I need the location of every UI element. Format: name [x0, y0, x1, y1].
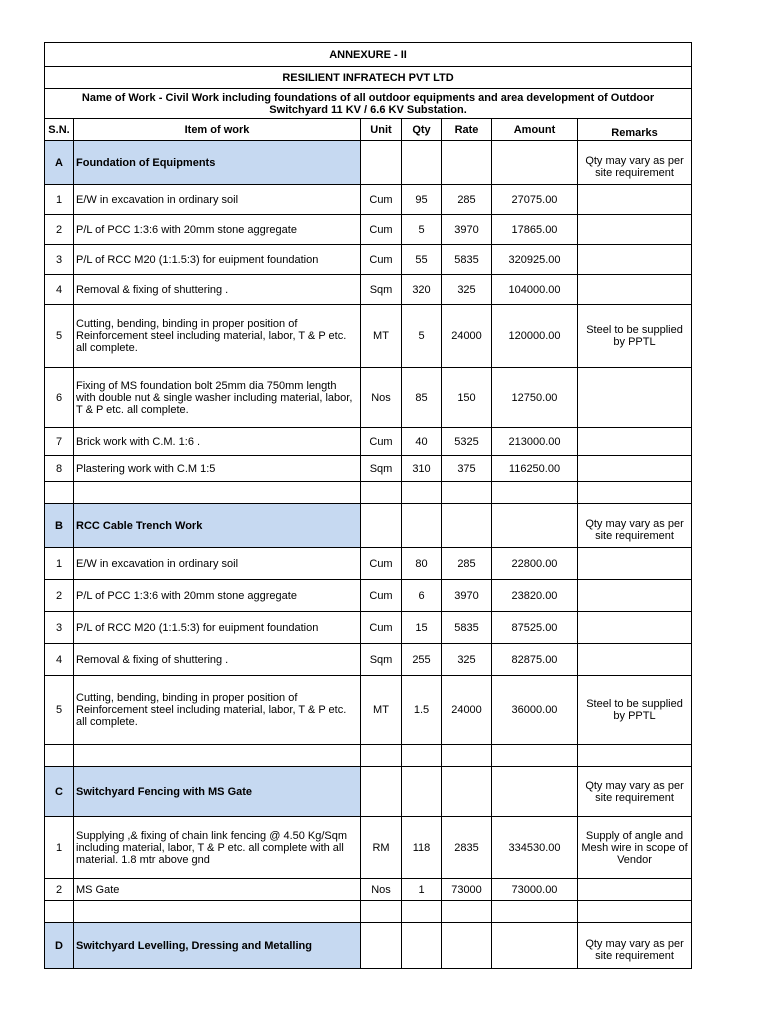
item-qty: 95 — [402, 185, 442, 215]
section-title: RCC Cable Trench Work — [74, 504, 361, 548]
item-rate: 285 — [442, 185, 492, 215]
empty-cell — [361, 767, 402, 817]
spacer-row — [45, 901, 692, 923]
table-row — [45, 245, 692, 275]
item-amount: 22800.00 — [492, 548, 578, 580]
item-description: Plastering work with C.M 1:5 — [74, 456, 361, 482]
empty-cell — [402, 901, 442, 923]
empty-cell — [361, 504, 402, 548]
empty-cell — [74, 901, 361, 923]
empty-cell — [442, 901, 492, 923]
item-unit: Cum — [361, 612, 402, 644]
item-unit: Nos — [361, 879, 402, 901]
empty-cell — [45, 901, 74, 923]
item-unit: Sqm — [361, 275, 402, 305]
table-row — [45, 879, 692, 901]
name-of-work-row — [45, 89, 692, 119]
item-qty: 5 — [402, 215, 442, 245]
empty-cell — [578, 901, 692, 923]
item-sn: 2 — [45, 879, 74, 901]
item-sn: 1 — [45, 817, 74, 879]
empty-cell — [578, 745, 692, 767]
item-description: E/W in excavation in ordinary soil — [74, 548, 361, 580]
item-rate: 2835 — [442, 817, 492, 879]
item-amount: 73000.00 — [492, 879, 578, 901]
empty-cell — [361, 901, 402, 923]
item-description: P/L of PCC 1:3:6 with 20mm stone aggregate — [74, 580, 361, 612]
item-remarks — [578, 644, 692, 676]
item-remarks — [578, 612, 692, 644]
item-description: Supplying ,& fixing of chain link fencing @ 4.50 Kg/Sqm including material, labor, T & P etc. all complete with all material. 1.8 mtr above gnd — [74, 817, 361, 879]
section-remark: Qty may vary as per site requirement — [578, 767, 692, 817]
item-unit: MT — [361, 676, 402, 745]
table-row — [45, 456, 692, 482]
empty-cell — [492, 504, 578, 548]
empty-cell — [402, 767, 442, 817]
empty-cell — [402, 482, 442, 504]
empty-cell — [45, 745, 74, 767]
item-amount: 23820.00 — [492, 580, 578, 612]
empty-cell — [442, 482, 492, 504]
item-rate: 5835 — [442, 245, 492, 275]
item-qty: 85 — [402, 368, 442, 428]
section-header-row — [45, 141, 692, 185]
item-unit: Cum — [361, 548, 402, 580]
item-description: Fixing of MS foundation bolt 25mm dia 750mm length with double nut & single washer including material, labor, T & P etc. all complete. — [74, 368, 361, 428]
section-remark: Qty may vary as per site requirement — [578, 504, 692, 548]
item-sn: 4 — [45, 275, 74, 305]
item-qty: 40 — [402, 428, 442, 456]
table-row — [45, 215, 692, 245]
item-amount: 17865.00 — [492, 215, 578, 245]
company-name: RESILIENT INFRATECH PVT LTD — [45, 67, 692, 89]
item-qty: 80 — [402, 548, 442, 580]
empty-cell — [492, 745, 578, 767]
item-remarks — [578, 185, 692, 215]
empty-cell — [492, 482, 578, 504]
item-sn: 7 — [45, 428, 74, 456]
item-amount: 82875.00 — [492, 644, 578, 676]
col-amount: Amount — [492, 119, 578, 141]
bill-of-quantities-table — [44, 42, 692, 969]
item-remarks — [578, 215, 692, 245]
item-rate: 24000 — [442, 676, 492, 745]
item-remarks — [578, 456, 692, 482]
item-sn: 5 — [45, 676, 74, 745]
empty-cell — [442, 767, 492, 817]
item-amount: 334530.00 — [492, 817, 578, 879]
annexure-title: ANNEXURE - II — [45, 43, 692, 67]
table-row — [45, 275, 692, 305]
section-code: C — [45, 767, 74, 817]
item-amount: 320925.00 — [492, 245, 578, 275]
item-rate: 3970 — [442, 215, 492, 245]
section-remark: Qty may vary as per site requirement — [578, 141, 692, 185]
item-rate: 325 — [442, 275, 492, 305]
company-row — [45, 67, 692, 89]
section-header-row — [45, 767, 692, 817]
item-description: Removal & fixing of shuttering . — [74, 275, 361, 305]
item-qty: 1.5 — [402, 676, 442, 745]
item-description: P/L of PCC 1:3:6 with 20mm stone aggregate — [74, 215, 361, 245]
item-unit: Cum — [361, 428, 402, 456]
item-qty: 310 — [402, 456, 442, 482]
item-qty: 255 — [402, 644, 442, 676]
item-rate: 5325 — [442, 428, 492, 456]
item-remarks — [578, 368, 692, 428]
item-sn: 5 — [45, 305, 74, 368]
item-qty: 15 — [402, 612, 442, 644]
name-of-work: Name of Work - Civil Work including foundations of all outdoor equipments and area development of Outdoor Switchyard 11 KV / 6.6 KV Substation. — [45, 89, 692, 119]
item-sn: 2 — [45, 580, 74, 612]
item-qty: 5 — [402, 305, 442, 368]
table-row — [45, 428, 692, 456]
section-header-row — [45, 504, 692, 548]
item-qty: 118 — [402, 817, 442, 879]
item-sn: 8 — [45, 456, 74, 482]
item-amount: 104000.00 — [492, 275, 578, 305]
item-unit: Sqm — [361, 456, 402, 482]
col-unit: Unit — [361, 119, 402, 141]
empty-cell — [578, 482, 692, 504]
item-rate: 24000 — [442, 305, 492, 368]
item-unit: Cum — [361, 215, 402, 245]
col-rate: Rate — [442, 119, 492, 141]
table-row — [45, 817, 692, 879]
empty-cell — [402, 923, 442, 969]
item-rate: 285 — [442, 548, 492, 580]
empty-cell — [74, 745, 361, 767]
item-unit: Sqm — [361, 644, 402, 676]
item-sn: 6 — [45, 368, 74, 428]
item-description: Cutting, bending, binding in proper position of Reinforcement steel including material, labor, T & P etc. all complete. — [74, 305, 361, 368]
col-item: Item of work — [74, 119, 361, 141]
empty-cell — [361, 482, 402, 504]
item-description: MS Gate — [74, 879, 361, 901]
empty-cell — [442, 923, 492, 969]
item-qty: 320 — [402, 275, 442, 305]
item-rate: 73000 — [442, 879, 492, 901]
item-unit: MT — [361, 305, 402, 368]
section-code: D — [45, 923, 74, 969]
section-title: Foundation of Equipments — [74, 141, 361, 185]
item-description: Brick work with C.M. 1:6 . — [74, 428, 361, 456]
spacer-row — [45, 745, 692, 767]
item-sn: 1 — [45, 548, 74, 580]
table-row — [45, 548, 692, 580]
empty-cell — [402, 141, 442, 185]
section-header-row — [45, 923, 692, 969]
item-rate: 325 — [442, 644, 492, 676]
empty-cell — [442, 141, 492, 185]
item-sn: 1 — [45, 185, 74, 215]
table-row — [45, 580, 692, 612]
section-title: Switchyard Fencing with MS Gate — [74, 767, 361, 817]
empty-cell — [74, 482, 361, 504]
section-title: Switchyard Levelling, Dressing and Metalling — [74, 923, 361, 969]
empty-cell — [361, 141, 402, 185]
item-rate: 5835 — [442, 612, 492, 644]
item-qty: 55 — [402, 245, 442, 275]
empty-cell — [402, 745, 442, 767]
col-qty: Qty — [402, 119, 442, 141]
empty-cell — [402, 504, 442, 548]
item-amount: 116250.00 — [492, 456, 578, 482]
item-amount: 120000.00 — [492, 305, 578, 368]
empty-cell — [492, 767, 578, 817]
item-amount: 12750.00 — [492, 368, 578, 428]
item-qty: 1 — [402, 879, 442, 901]
item-remarks — [578, 548, 692, 580]
item-unit: Nos — [361, 368, 402, 428]
item-amount: 213000.00 — [492, 428, 578, 456]
item-remarks: Supply of angle and Mesh wire in scope of Vendor — [578, 817, 692, 879]
item-sn: 2 — [45, 215, 74, 245]
item-remarks — [578, 879, 692, 901]
section-code: A — [45, 141, 74, 185]
item-description: Removal & fixing of shuttering . — [74, 644, 361, 676]
section-remark: Qty may vary as per site requirement — [578, 923, 692, 969]
table-row — [45, 644, 692, 676]
item-unit: Cum — [361, 580, 402, 612]
table-row — [45, 305, 692, 368]
item-qty: 6 — [402, 580, 442, 612]
item-sn: 3 — [45, 245, 74, 275]
empty-cell — [361, 923, 402, 969]
item-amount: 27075.00 — [492, 185, 578, 215]
item-unit: Cum — [361, 245, 402, 275]
table-row — [45, 368, 692, 428]
item-rate: 3970 — [442, 580, 492, 612]
table-row — [45, 185, 692, 215]
empty-cell — [361, 745, 402, 767]
item-remarks — [578, 275, 692, 305]
item-remarks — [578, 580, 692, 612]
item-rate: 375 — [442, 456, 492, 482]
item-unit: Cum — [361, 185, 402, 215]
item-sn: 3 — [45, 612, 74, 644]
col-sn: S.N. — [45, 119, 74, 141]
item-description: E/W in excavation in ordinary soil — [74, 185, 361, 215]
column-header-row — [45, 119, 692, 141]
item-sn: 4 — [45, 644, 74, 676]
spacer-row — [45, 482, 692, 504]
item-amount: 36000.00 — [492, 676, 578, 745]
item-description: Cutting, bending, binding in proper position of Reinforcement steel including material, labor, T & P etc. all complete. — [74, 676, 361, 745]
item-remarks — [578, 428, 692, 456]
empty-cell — [45, 482, 74, 504]
table-row — [45, 676, 692, 745]
table-row — [45, 612, 692, 644]
item-remarks — [578, 245, 692, 275]
item-unit: RM — [361, 817, 402, 879]
annexure-row — [45, 43, 692, 67]
empty-cell — [492, 923, 578, 969]
item-description: P/L of RCC M20 (1:1.5:3) for euipment foundation — [74, 612, 361, 644]
section-code: B — [45, 504, 74, 548]
item-rate: 150 — [442, 368, 492, 428]
col-remarks: Remarks — [578, 119, 692, 141]
empty-cell — [442, 504, 492, 548]
empty-cell — [492, 901, 578, 923]
item-remarks: Steel to be supplied by PPTL — [578, 676, 692, 745]
item-description: P/L of RCC M20 (1:1.5:3) for euipment foundation — [74, 245, 361, 275]
empty-cell — [442, 745, 492, 767]
item-amount: 87525.00 — [492, 612, 578, 644]
item-remarks: Steel to be supplied by PPTL — [578, 305, 692, 368]
empty-cell — [492, 141, 578, 185]
